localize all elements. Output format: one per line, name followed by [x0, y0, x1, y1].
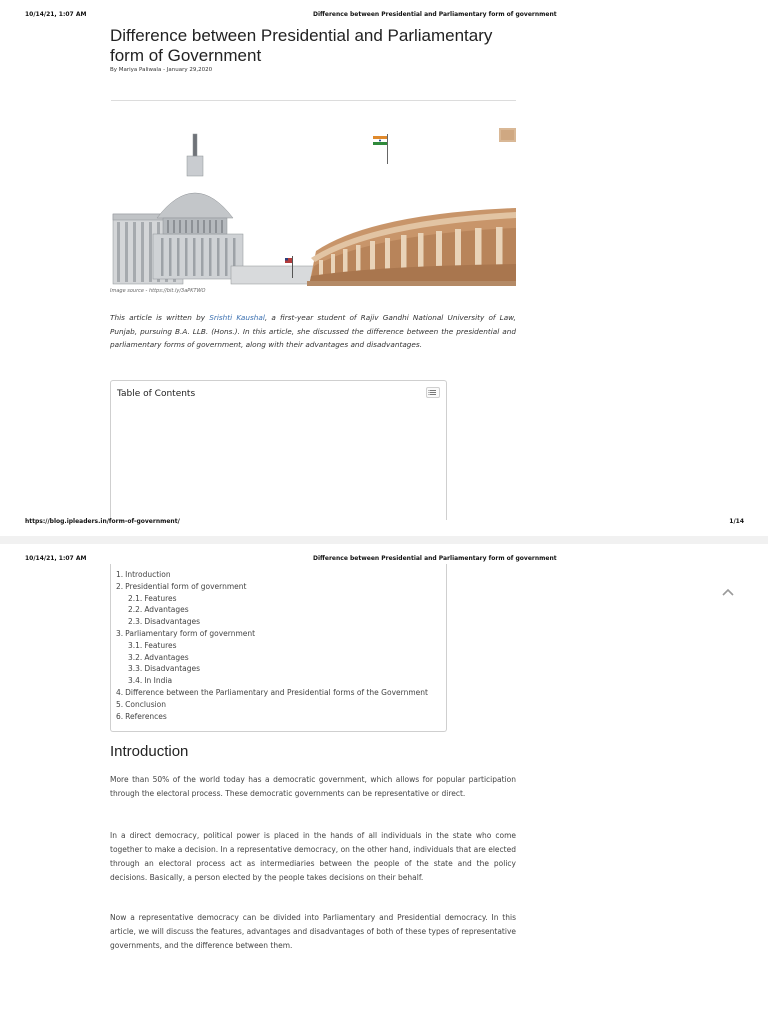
toc-item-number: 3.4. [128, 676, 143, 686]
table-of-contents-continued [110, 564, 447, 732]
divider [111, 100, 516, 101]
intro-prefix: This article is written by [110, 313, 210, 322]
toc-item-number: 3. [116, 628, 124, 638]
toc-item[interactable] [116, 640, 428, 652]
paragraph: In a direct democracy, political power is placed in the hands of all individuals in the state who come together to make a decision. In a representative democracy, on the other hand, individuals that are elected through an electoral process act as intermediaries between the people of the state and the policy decisions. Basically, a person elected by the people takes decisions on their behalf. [110, 831, 516, 882]
toc-item-number: 3.3. [128, 664, 143, 674]
pdf-page-2 [0, 544, 768, 1024]
toc-item[interactable] [116, 604, 428, 616]
toc-title: Table of Contents [117, 389, 196, 399]
toc-item-number: 3.1. [128, 640, 143, 650]
page-number: 1/14 [729, 518, 744, 525]
article-intro [110, 311, 516, 352]
toc-item[interactable] [116, 581, 428, 593]
toc-item[interactable] [116, 569, 428, 581]
section-heading-introduction: Introduction [110, 743, 189, 760]
toc-item-number: 2.1. [128, 593, 143, 603]
toc-item[interactable] [116, 663, 428, 675]
toc-item-number: 2.3. [128, 617, 143, 627]
toc-item-label: In India [144, 676, 173, 686]
toc-item-label: Difference between the Parliamentary and Presidential forms of the Government [125, 687, 428, 697]
toc-item-number: 2. [116, 581, 124, 591]
toc-item[interactable] [116, 652, 428, 664]
toc-item[interactable] [116, 687, 428, 699]
toc-item-number: 5. [116, 699, 124, 709]
paragraph: More than 50% of the world today has a democratic government, which allows for popular participation through the electoral process. These democratic governments can be representative or direct. [110, 775, 516, 798]
article-title: Difference between Presidential and Parliamentary form of Government [110, 26, 493, 65]
toc-item-label: Introduction [125, 570, 171, 579]
image-caption: Image source - https://bit.ly/3aPKTWO [110, 288, 206, 294]
toc-item-label: Disadvantages [144, 664, 201, 674]
author-link[interactable]: Srishti Kaushal [209, 313, 265, 322]
print-doc-title: Difference between Presidential and Parliamentary form of government [313, 11, 557, 18]
toc-item[interactable] [116, 628, 428, 640]
print-date: 10/14/21, 1:07 AM [25, 11, 87, 18]
print-url: https://blog.ipleaders.in/form-of-government/ [25, 518, 180, 525]
toc-item-label: References [125, 711, 167, 721]
toc-item-number: 3.2. [128, 652, 143, 662]
toc-item-number: 4. [116, 687, 124, 697]
toc-list [116, 569, 428, 722]
toc-item-label: Conclusion [125, 699, 167, 709]
toc-item[interactable] [116, 675, 428, 687]
toc-item[interactable] [116, 616, 428, 628]
toc-item-label: Features [144, 593, 177, 603]
toc-item[interactable] [116, 711, 428, 723]
print-doc-title: Difference between Presidential and Parliamentary form of government [313, 555, 557, 562]
intro-suffix: , a first-year student of Rajiv Gandhi National University of Law, Punjab, pursuing B.A. LLB. (Hons.). In this article, she discussed the difference between the presidential and parliamentary forms of government, along with their advantages and disadvantages. [110, 313, 516, 350]
toc-item-label: Advantages [144, 652, 189, 662]
toc-item-label: Presidential form of government [125, 581, 247, 591]
toc-item-number: 1. [116, 570, 124, 579]
chevron-up-icon[interactable] [720, 586, 736, 598]
print-footer [0, 518, 768, 530]
print-header [0, 11, 768, 23]
toc-item[interactable] [116, 699, 428, 711]
toc-item[interactable] [116, 593, 428, 605]
toc-item-number: 2.2. [128, 605, 143, 615]
toc-item-number: 6. [116, 711, 124, 721]
article-byline: By Mariya Paliwala - January 29,2020 [110, 67, 213, 73]
toc-item-label: Features [144, 640, 177, 650]
toc-item-label: Advantages [144, 605, 189, 615]
list-toggle-icon[interactable] [426, 387, 440, 398]
print-date: 10/14/21, 1:07 AM [25, 555, 87, 562]
paragraph: Now a representative democracy can be divided into Parliamentary and Presidential democracy. In this article, we will discuss the features, advantages and disadvantages of both of these types of representative governments, and the difference between them. [110, 913, 516, 950]
toc-item-label: Parliamentary form of government [125, 628, 256, 638]
toc-item-label: Disadvantages [144, 617, 201, 627]
article-hero-image [111, 126, 516, 286]
table-of-contents [110, 380, 447, 520]
